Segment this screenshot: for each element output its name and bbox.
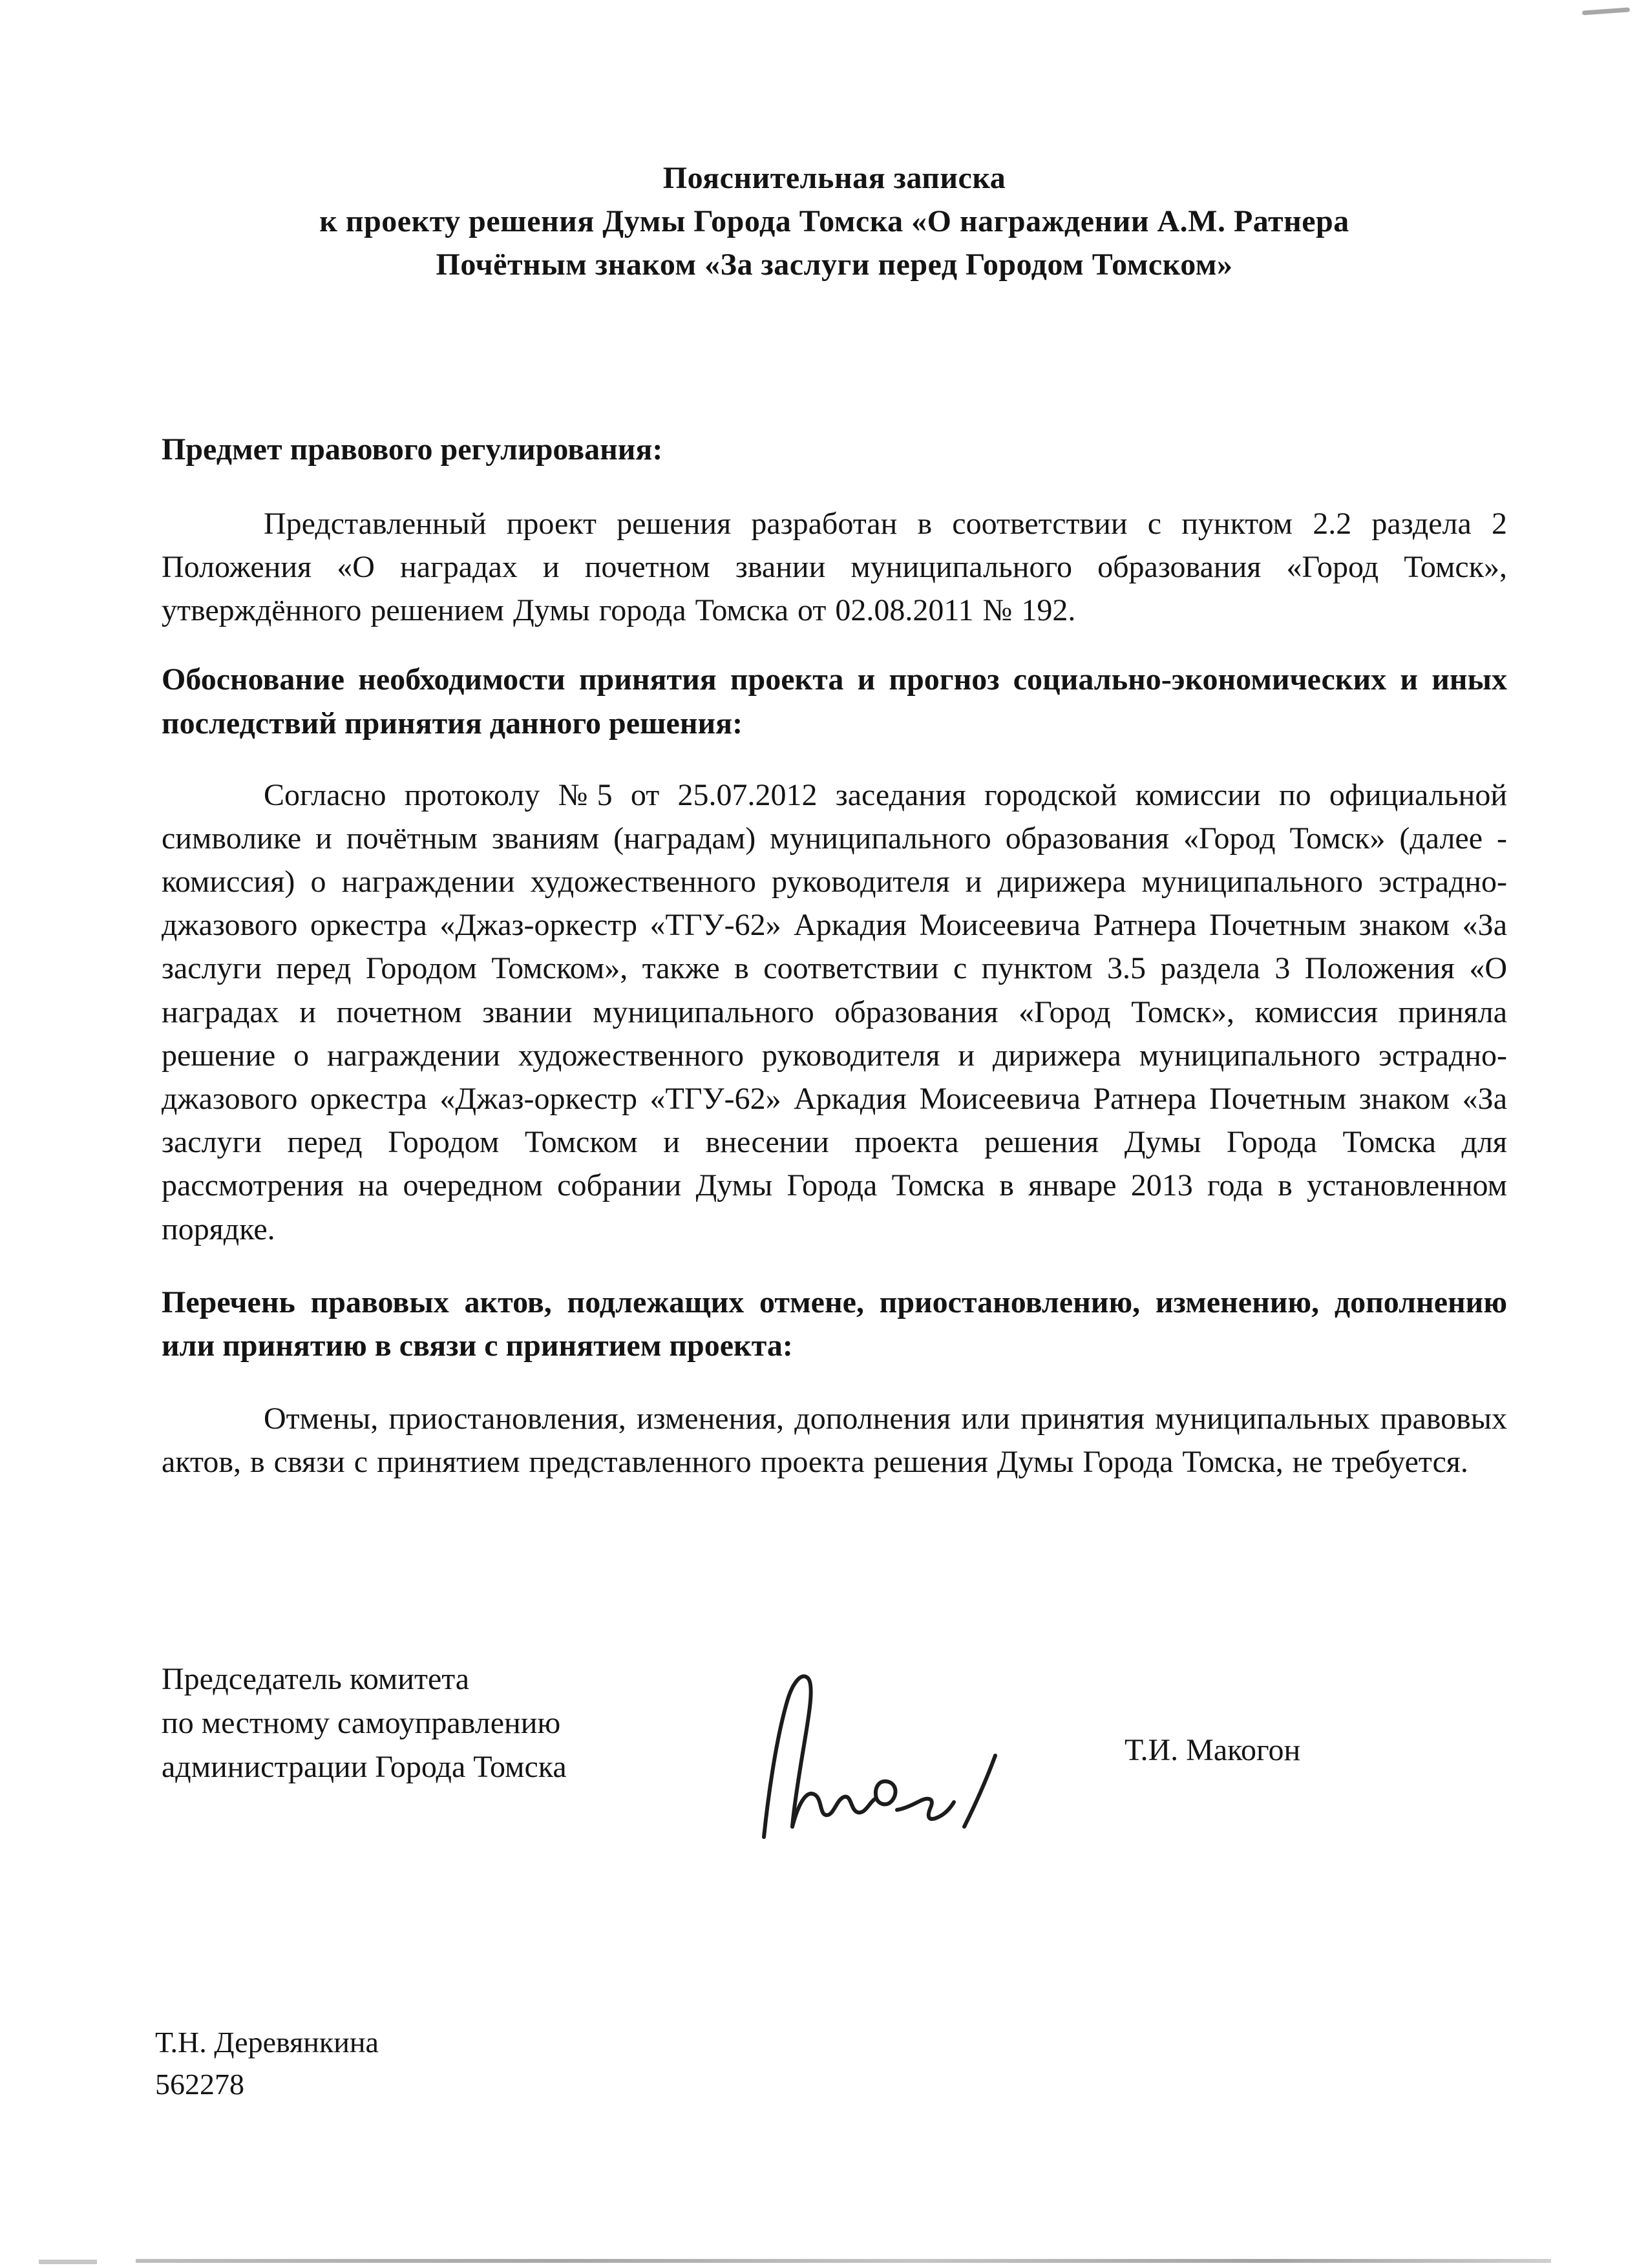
executor-phone: 562278 xyxy=(155,2068,244,2101)
document-title xyxy=(162,156,1507,287)
section-list-of-legal-acts xyxy=(162,1281,1507,1484)
signer-position-line-3: администрации Города Томска xyxy=(162,1749,567,1784)
title-line-3: Почётным знаком «За заслуги перед Городом Томском» xyxy=(436,247,1233,282)
signer-name: Т.И. Макогон xyxy=(1125,1732,1301,1767)
section-heading: Предмет правового регулирования: xyxy=(162,432,663,467)
section-paragraph: Представленный проект решения разработан в соответствии с пунктом 2.2 раздела 2 Положения «О наградах и почетном звании муниципального образования «Город Томск», утверждённого решением Думы города Томска от 02.08.2011 № 192. xyxy=(162,506,1507,628)
signature-block xyxy=(162,1657,1507,1858)
handwritten-signature-icon xyxy=(737,1664,1008,1858)
title-line-2: к проекту решения Думы Города Томска «О награждении А.М. Ратнера xyxy=(319,204,1349,239)
title-line-1: Пояснительная записка xyxy=(662,161,1006,195)
section-heading: Перечень правовых актов, подлежащих отмене, приостановлению, изменению, дополнению или принятию в связи с принятием проекта: xyxy=(162,1285,1507,1363)
signer-position-line-1: Председатель комитета xyxy=(162,1661,470,1696)
scan-artifact-bottom-left xyxy=(39,2260,97,2264)
signer-position xyxy=(162,1657,666,1789)
section-subject-of-regulation xyxy=(162,428,1507,633)
scan-artifact-top-right xyxy=(1582,7,1630,15)
section-paragraph: Отмены, приостановления, изменения, дополнения или принятия муниципальных правовых актов, в связи с принятием представленного проекта решения Думы Города Томска, не требуется. xyxy=(162,1402,1507,1480)
section-heading: Обоснование необходимости принятия проекта и прогноз социально-экономических и иных последствий принятия данного решения: xyxy=(162,662,1507,740)
executor-name: Т.Н. Деревянкина xyxy=(155,2026,379,2059)
signer-position-line-2: по местному самоуправлению xyxy=(162,1705,561,1740)
section-justification xyxy=(162,658,1507,1250)
scan-artifact-bottom-line xyxy=(136,2259,1551,2263)
executor-block xyxy=(155,2021,379,2106)
section-paragraph: Согласно протоколу №5 от 25.07.2012 заседания городской комиссии по официальной символике и почётным званиям (наградам) муниципального образования «Город Томск» (далее - комиссия) о награждении художественного руководителя и дирижера муниципального эстрадно-джазового оркестра «Джаз-оркестр «ТГУ-62» Аркадия Моисеевича Ратнера Почетным знаком «За заслуги перед Городом Томском», также в соответствии с пунктом 3.5 раздела 3 Положения «О наградах и почетном звании муниципального образования «Город Томск», комиссия приняла решение о награждении художественного руководителя и дирижера муниципального эстрадно-джазового оркестра «Джаз-оркестр «ТГУ-62» Аркадия Моисеевича Ратнера Почетным знаком «За заслуги перед Городом Томском и внесении проекта решения Думы Города Томска для рассмотрения на очередном собрании Думы Города Томска в январе 2013 года в установленном порядке. xyxy=(162,777,1507,1246)
